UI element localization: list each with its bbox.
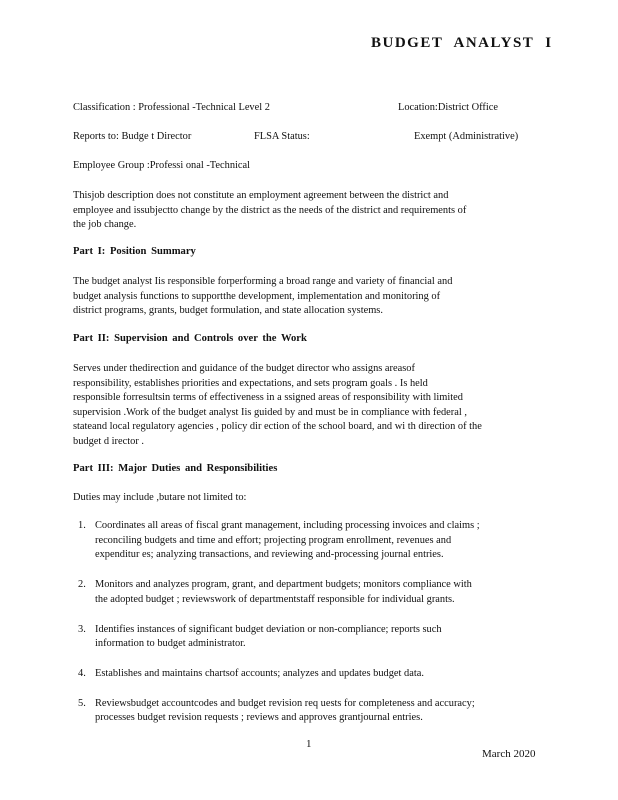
duty-line: processes budget revision requests ; reviews and approves grantjournal entries. xyxy=(95,712,423,724)
disclaimer-line: employee and issubjectto change by the district as the needs of the district and requirements of xyxy=(73,204,467,216)
duty-line: expenditur es; analyzing transactions, and reviewing and-processing journal entries. xyxy=(95,549,444,561)
duty-number: 2. xyxy=(78,579,86,591)
footer-date: March 2020 xyxy=(482,748,536,760)
part2-heading: Part II: Supervision and Controls over the Work xyxy=(73,333,307,344)
paragraph-line: Serves under thedirection and guidance of the budget director who assigns areasof xyxy=(73,363,415,374)
part3-heading: Part III: Major Duties and Responsibilities xyxy=(73,463,278,474)
paragraph-line: district programs, grants, budget formulation, and state allocation systems. xyxy=(73,305,383,317)
duty-number: 4. xyxy=(78,667,86,679)
paragraph-line: budget analysis functions to supportthe development, implementation and monitoring of xyxy=(73,290,441,302)
disclaimer-line: the job change. xyxy=(73,219,137,231)
duty-number: 3. xyxy=(78,623,86,635)
paragraph-line: responsible forresultsin terms of effectiveness in a ssigned areas of responsibility with limited xyxy=(73,392,463,404)
page-number: 1 xyxy=(306,738,312,750)
paragraph-line: stateand local regulatory agencies , policy dir ection of the school board, and wi th direction of the xyxy=(73,421,482,433)
paragraph-line: budget d irector . xyxy=(73,435,144,447)
duty-line: the adopted budget ; reviewswork of departmentstaff responsible for individual grants. xyxy=(95,593,455,605)
duty-item xyxy=(73,667,548,682)
duty-item xyxy=(73,578,548,607)
disclaimer-line: Thisjob description does not constitute an employment agreement between the district and xyxy=(73,190,449,201)
paragraph-line: The budget analyst Iis responsible forperforming a broad range and variety of financial and xyxy=(73,276,453,287)
duty-line: information to budget administrator. xyxy=(95,638,246,650)
part2-paragraph xyxy=(73,362,545,450)
paragraph-line: supervision .Work of the budget analyst Iis guided by and must be in compliance with federal , xyxy=(73,406,467,418)
paragraph-line: responsibility, establishes priorities and expectations, and sets program goals . Is held xyxy=(73,377,428,389)
duty-line: Monitors and analyzes program, grant, and department budgets; monitors compliance with xyxy=(95,579,472,591)
part1-heading: Part I: Position Summary xyxy=(73,246,196,257)
duty-line: Identifies instances of significant budget deviation or non-compliance; reports such xyxy=(95,623,442,635)
flsa-status-label: FLSA Status: xyxy=(254,131,310,142)
document-title: BUDGET ANALYST I xyxy=(371,35,553,51)
classification-field: Classification : Professional -Technical Level 2 xyxy=(73,102,270,113)
duty-line: reconciling budgets and time and effort; projecting program enrollment, revenues and xyxy=(95,534,452,546)
duty-line: Coordinates all areas of fiscal grant management, including processing invoices and claims ; xyxy=(95,520,480,531)
location-field: Location:District Office xyxy=(398,102,498,113)
part1-paragraph xyxy=(73,275,545,319)
duty-item xyxy=(73,519,548,563)
duty-number: 1. xyxy=(78,520,86,531)
reports-to-field: Reports to: Budge t Director xyxy=(73,131,192,142)
duties-list xyxy=(73,519,548,741)
duty-line: Establishes and maintains chartsof accounts; analyzes and updates budget data. xyxy=(95,667,424,679)
flsa-status-value: Exempt (Administrative) xyxy=(414,131,519,142)
duty-line: Reviewsbudget accountcodes and budget revision req uests for completeness and accuracy; xyxy=(95,697,475,709)
duty-number: 5. xyxy=(78,697,86,709)
disclaimer-paragraph xyxy=(73,189,545,233)
employee-group-field: Employee Group :Professi onal -Technical xyxy=(73,160,251,171)
duty-item xyxy=(73,697,548,726)
duty-item xyxy=(73,623,548,652)
duties-intro: Duties may include ,butare not limited to: xyxy=(73,492,247,503)
